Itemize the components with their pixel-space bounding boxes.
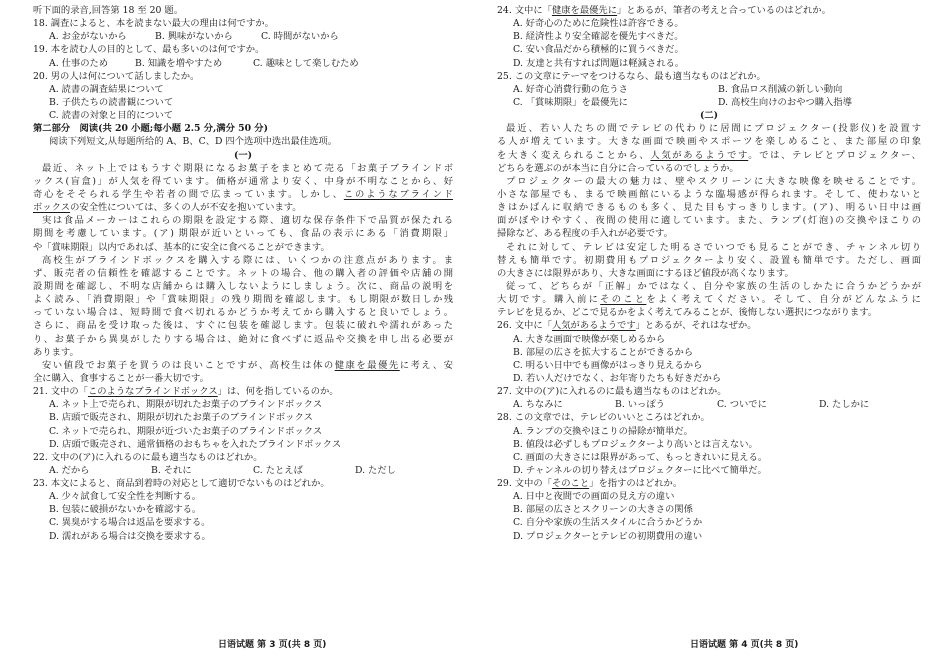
- option-25d[interactable]: D. 高校生向けのおやつ購入指導: [718, 96, 852, 108]
- text-segment: 最近、ネット上ではもうすぐ期限になるお菓子をまとめて売る「お菓子ブラインドボ: [42, 162, 453, 174]
- question-29: [497, 477, 921, 490]
- passage-line: [33, 241, 453, 254]
- passage-line: [33, 162, 453, 175]
- text-segment: きはかばんに収納できるものも多く、見た目もすっきりします。(ア)、明るい日中は画: [497, 202, 921, 214]
- question-23: 23. 本文によると、商品到着時の対応として適切でないものはどれか。: [33, 478, 330, 490]
- text-segment: 最近、若い人たちの間でテレビの代わりに居間にプロジェクター(投影仪)を設置す: [506, 123, 921, 135]
- passage-line: [33, 293, 453, 306]
- option-22c[interactable]: C. たとえば: [253, 464, 303, 476]
- question-25-options-row1: [497, 83, 921, 96]
- passage-1-title: (一): [233, 149, 253, 161]
- option-21d[interactable]: D. 店頭で販売され、通常価格のおもちゃを入れたブラインドボックス: [49, 438, 342, 450]
- page-footer-4: 日语试题 第 4 页(共 8 页): [690, 640, 799, 650]
- text-segment: 」を指すのはどれか。: [589, 478, 683, 490]
- passage-line: [33, 214, 453, 227]
- text-segment: 高校生がブラインドボックスを購入する際には、いくつかの注意点があります。ま: [42, 254, 453, 266]
- option-27b[interactable]: B. いっぽう: [615, 399, 665, 411]
- text-segment: あります。: [33, 346, 79, 358]
- text-segment: ックス(盲盒)」が人気を得ています。価格が通常より安く、中身が不明なことから、好: [33, 175, 453, 187]
- option-29a[interactable]: A. 日中と夜間での画面の見え方の違い: [513, 491, 675, 503]
- section-title: 第二部分 阅读(共 20 小题;每小题 2.5 分,满分 50 分): [33, 123, 268, 135]
- passage-line: [497, 293, 921, 306]
- option-21a[interactable]: A. ネット上で売られ、期限が切れたお菓子のブラインドボックス: [49, 399, 323, 411]
- right-page: [497, 4, 921, 543]
- text-segment: 掃除など、ある程度の手入れが必要です。: [497, 228, 673, 240]
- passage-line: [33, 333, 453, 346]
- passage-line: [497, 162, 921, 175]
- question-25-options-row2: [497, 96, 921, 109]
- passage-line: [497, 267, 921, 280]
- text-segment: 全に購入、食事することが一番大切です。: [33, 372, 209, 384]
- text-segment: の安全性については、多くの人が不安を抱いています。: [70, 202, 302, 214]
- text-segment: 安い値段でお菓子を買うのは良いことですが、高校生は体の: [42, 359, 335, 371]
- underlined-phrase: このようなブラインドボックス: [87, 386, 218, 398]
- option-22a[interactable]: A. だから: [49, 464, 90, 476]
- passage-line: [33, 227, 453, 240]
- text-segment: り、お菓子から異臭がしたりする場合は、絶対に食べずに返品や交換を申し出る必要が: [33, 333, 453, 345]
- passage-line: [33, 359, 453, 372]
- text-segment: 従って、どちらが「正解」かではなく、自分や家族の生活のしかたに合うかどうかが: [506, 280, 921, 292]
- passage-line: [33, 267, 453, 280]
- text-segment: 期間を考慮しています。(ア) 期限が近いといっても、食品の表示にある「消費期限」: [33, 228, 453, 240]
- text-segment: 」は、何を指しているのか。: [217, 386, 339, 398]
- passage-line: [497, 214, 921, 227]
- passage-line: [497, 201, 921, 214]
- option-23a[interactable]: A. 少々試食して安全性を判断する。: [49, 491, 202, 503]
- passage-line: [33, 280, 453, 293]
- text-segment: さらに、商品を受け取った後は、すぐに包装を確認します。包装に破れや濡れがあった: [33, 320, 453, 332]
- text-segment: 面がぼやけやすく、夜間の使用に適しています。また、ランプ(灯泡)の交換やほこりの: [497, 215, 921, 227]
- option-29b[interactable]: B. 部屋の広さとスクリーンの大きさの関係: [513, 504, 693, 516]
- text-segment: っていない場合は、短時間で食べ切れるかどうか考えてから購入すると良いでしょう。: [33, 307, 453, 319]
- option-24b[interactable]: B. 経済性より安全確認を優先すべきだ。: [513, 31, 684, 43]
- question-22: 22. 文中の(ア)に入れるのに最も適当なものはどれか。: [33, 451, 263, 463]
- passage-line: [497, 188, 921, 201]
- option-18c[interactable]: C. 時間がないから: [261, 31, 339, 43]
- passage-line: [33, 372, 453, 385]
- option-27c[interactable]: C. ついでに: [717, 399, 767, 411]
- question-19: 19. 本を読む人の目的として、最も多いのは何ですか。: [33, 44, 265, 56]
- option-24a[interactable]: A. 好奇心のために危険性は許容できる。: [513, 18, 684, 30]
- underlined-phrase: 健康を最優先: [334, 359, 400, 371]
- question-19-options: [33, 57, 453, 70]
- option-26d[interactable]: D. 若い人だけでなく、お年寄りたちも好きだから: [513, 372, 722, 384]
- passage-line: [33, 346, 453, 359]
- option-26b[interactable]: B. 部屋の広さを拡大することができるから: [513, 346, 694, 358]
- question-28: 28. この文章では、テレビのいいところはどれか。: [497, 412, 710, 424]
- text-segment: る人が増えています。大きな画面で映画やスポーツを楽しめること、また部屋の印象: [497, 136, 921, 148]
- text-segment: に考え、安: [399, 359, 453, 371]
- text-segment: 実は食品メーカーはこれらの期限を設定する際、適切な保存条件下で品質が保たれる: [42, 215, 453, 227]
- underlined-phrase: そのこと: [551, 478, 590, 490]
- option-22d[interactable]: D. ただし: [355, 464, 396, 476]
- text-segment: 24. 文中に「: [497, 5, 552, 16]
- text-segment: 26. 文中に「: [497, 320, 552, 332]
- option-26a[interactable]: A. 大きな画面で映像が楽しめるから: [513, 333, 666, 345]
- option-21b[interactable]: B. 店頭で販売され、期限が切れたお菓子のブラインドボックス: [49, 412, 313, 424]
- option-25b[interactable]: B. 食品ロス削減の新しい動向: [718, 83, 843, 95]
- question-24: [497, 4, 921, 17]
- text-segment: 小さな部屋でも、まるで映画館にいるような臨場感が得られます。そして、使わないと: [497, 188, 921, 200]
- option-29d[interactable]: D. プロジェクターとテレビの初期費用の違い: [513, 530, 703, 542]
- option-23b[interactable]: B. 包装に破損がないかを確認する。: [49, 504, 202, 516]
- option-24c[interactable]: C. 安い食品だから積極的に買うべきだ。: [513, 44, 684, 56]
- option-19a[interactable]: A. 仕事のため: [49, 57, 109, 69]
- option-19c[interactable]: C. 趣味として楽しむため: [253, 57, 359, 69]
- text-segment: プロジェクターの最大の魅力は、壁やスクリーンに大きな映像を映せることです。: [506, 175, 921, 187]
- text-segment: 」とあるが、それはなぜか。: [635, 320, 757, 332]
- text-segment: 設期間を確認し、不明な店舗からは購入しないようにしましょう。次に、商品の説明を: [33, 280, 453, 292]
- page-footer-3: 日语试题 第 3 页(共 8 页): [218, 640, 327, 650]
- option-27d[interactable]: D. たしかに: [819, 399, 870, 411]
- option-21c[interactable]: C. ネットで売られ、期限が近づいたお菓子のブラインドボックス: [49, 425, 323, 437]
- question-25: 25. この文章にテーマをつけるなら、最も適当なものはどれか。: [497, 70, 766, 82]
- left-page: [33, 4, 453, 543]
- passage-2-body: [497, 122, 921, 319]
- option-18a[interactable]: A. お金がないから: [49, 31, 127, 43]
- option-22b[interactable]: B. それに: [151, 464, 192, 476]
- text-segment: の大きさには限界があり、大きな画面にするほど値段が高くなります。: [497, 267, 794, 279]
- passage-line: [497, 280, 921, 293]
- passage-line: [33, 319, 453, 332]
- option-20a[interactable]: A. 読書の調査結果について: [49, 83, 164, 95]
- underlined-phrase: ボックス: [33, 202, 71, 214]
- option-19b[interactable]: B. 知識を増やすため: [135, 57, 223, 69]
- listening-intro: 听下面的录音,回答第 18 至 20 题。: [33, 5, 183, 16]
- option-28b[interactable]: B. 値段は必ずしもプロジェクターより高いとは言えない。: [513, 438, 758, 450]
- option-25c[interactable]: C. 「賞味期限」を最優先に: [513, 96, 628, 108]
- text-segment: 大切です。購入前に: [497, 294, 601, 306]
- option-28d[interactable]: D. チャンネルの切り替えはプロジェクターに比べて簡単だ。: [513, 464, 767, 476]
- option-23c[interactable]: C. 異臭がする場合は返品を要求する。: [49, 517, 211, 529]
- passage-line: [497, 254, 921, 267]
- passage-line: [497, 175, 921, 188]
- option-28a[interactable]: A. ランプの交換やほこりの掃除が簡単だ。: [513, 425, 693, 437]
- text-segment: を大きく変えられることから、: [497, 149, 651, 161]
- option-26c[interactable]: C. 明るい日中でも画像がはっきり見えるから: [513, 359, 703, 371]
- passage-2-title: (二): [699, 110, 719, 122]
- passage-line: [497, 135, 921, 148]
- text-segment: 29. 文中の「: [497, 478, 552, 490]
- question-18: 18. 調査によると、本を読まない最大の理由は何ですか。: [33, 18, 274, 30]
- option-20b[interactable]: B. 子供たちの読書観について: [49, 96, 174, 108]
- option-24d[interactable]: D. 友達と共有すれば問題は軽減される。: [513, 57, 685, 69]
- option-29c[interactable]: C. 自分や家族の生活スタイルに合うかどうか: [513, 517, 703, 529]
- text-segment: 21. 文中の「: [33, 386, 88, 398]
- text-segment: 替えも簡単です。初期費用もプロジェクターより安く、設置も簡単です。ただし、画面: [497, 254, 921, 266]
- question-27: 27. 文中の(ア)に入れるのに最も適当なものはどれか。: [497, 386, 727, 398]
- underlined-phrase: 人気があるようです: [650, 149, 749, 161]
- text-segment: どちらを選ぶのが本当に自分に合っているのでしょうか。: [497, 162, 739, 174]
- option-18b[interactable]: B. 興味がないから: [155, 31, 233, 43]
- text-segment: 」とあるが、筆者の考えと合っているのはどれか。: [617, 5, 831, 16]
- text-segment: それに対して、テレビは安定した明るさでいつでも見ることができ、チャンネル切り: [506, 241, 921, 253]
- option-23d[interactable]: D. 濡れがある場合は交換を要求する。: [49, 530, 211, 542]
- underlined-phrase: このようなブラインド: [343, 188, 453, 200]
- option-25a[interactable]: A. 好奇心消費行動の危うさ: [513, 83, 628, 95]
- text-segment: や「賞味期限」以内であれば、基本的に安全に食べることができます。: [33, 241, 330, 253]
- passage-line: [33, 201, 453, 214]
- text-segment: テレビを見るか、どこで見るかをよく考えてみることが、後悔しない選択につながります。: [497, 307, 878, 319]
- text-segment: 奇心をそそられる学生や若者の間で広まっています。しかし、: [33, 188, 344, 200]
- question-21: [33, 385, 453, 398]
- question-26: [497, 319, 921, 332]
- question-20: 20. 男の人は何について話しましたか。: [33, 70, 200, 82]
- question-22-options: [33, 464, 453, 477]
- passage-line: [497, 306, 921, 319]
- text-segment: よく読み、「消費期限」や「賞味期限」の残り期間を確認します。もし期限が数日しか残: [33, 294, 453, 306]
- option-27a[interactable]: A. ちなみに: [513, 399, 563, 411]
- question-27-options: [497, 398, 921, 411]
- passage-line: [497, 241, 921, 254]
- passage-1-body: [33, 162, 453, 385]
- option-28c[interactable]: C. 画面の大きさには限界があって、もっときれいに見える。: [513, 451, 768, 463]
- passage-line: [33, 254, 453, 267]
- passage-line: [33, 306, 453, 319]
- passage-line: [33, 175, 453, 188]
- text-segment: ず、販売者の信頼性を確認することです。ネットの場合、他の購入者の評価や店舗の開: [33, 267, 453, 279]
- section-instruction: 阅读下列短文,从每题所给的 A、B、C、D 四个选项中选出最佳选项。: [49, 136, 337, 148]
- passage-line: [497, 227, 921, 240]
- underlined-phrase: そのこと: [600, 294, 647, 306]
- underlined-phrase: 健康を最優先に: [551, 5, 618, 16]
- text-segment: をよく考えてください。そして、自分がどんなふうに: [646, 294, 921, 306]
- passage-line: [497, 149, 921, 162]
- passage-line: [33, 188, 453, 201]
- question-18-options: [33, 30, 453, 43]
- passage-line: [497, 122, 921, 135]
- text-segment: 。では、テレビとプロジェクター、: [748, 149, 921, 161]
- underlined-phrase: 人気があるようです: [551, 320, 636, 332]
- option-20c[interactable]: C. 読書の対象と目的について: [49, 110, 174, 122]
